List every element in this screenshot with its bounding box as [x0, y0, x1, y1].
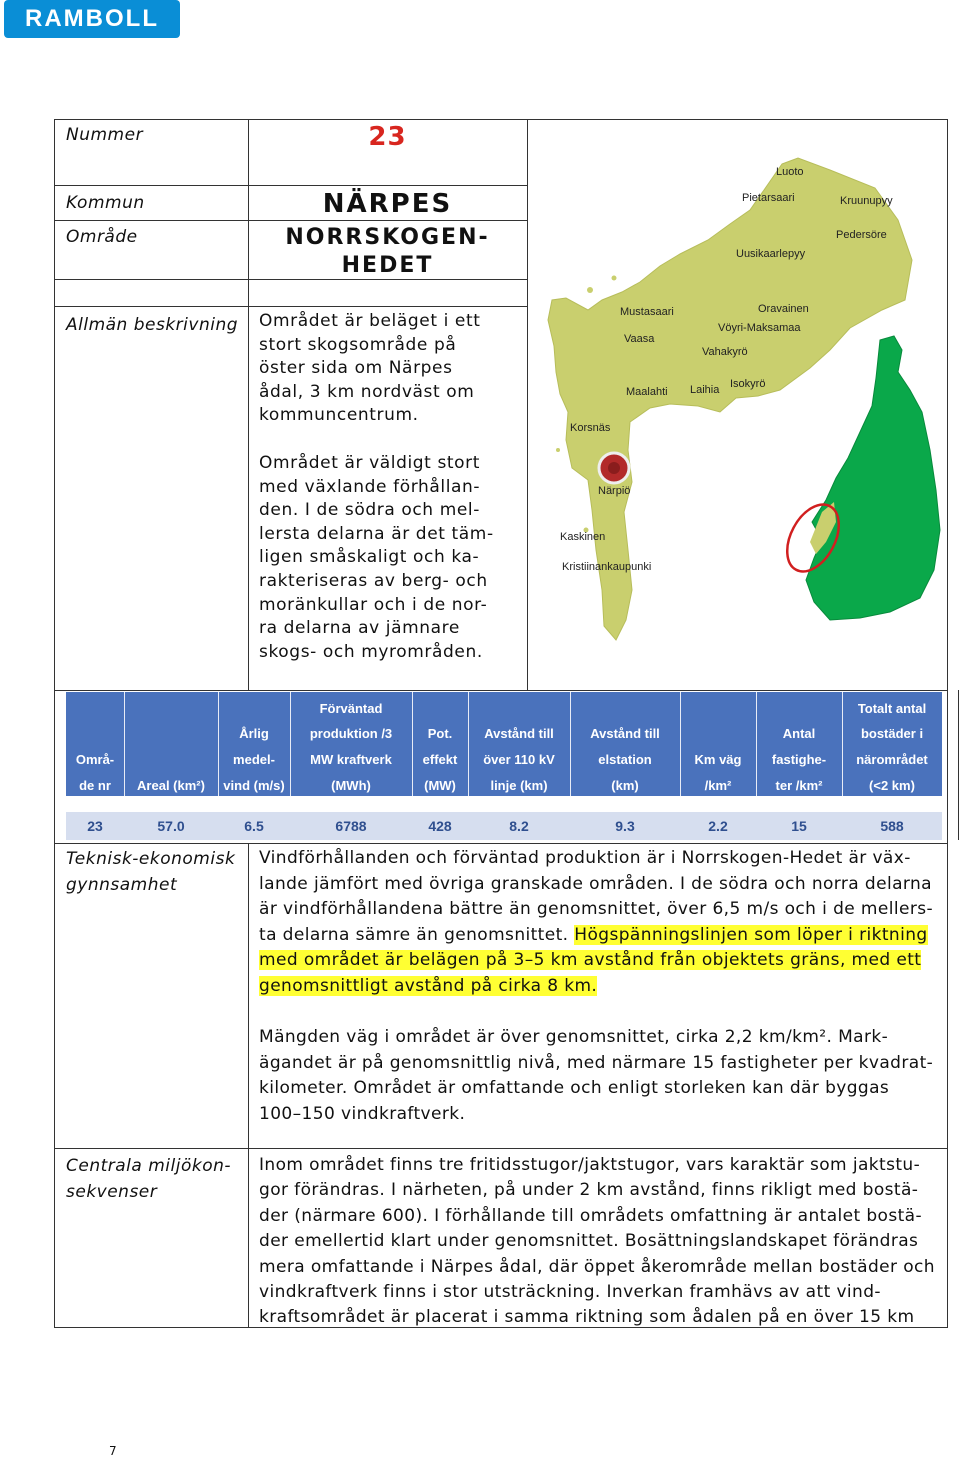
highlight: med området är belägen på 3–5 km avstånd från objektets gräns, med ett [259, 950, 922, 971]
place-label: Uusikaarlepyy [736, 248, 806, 260]
highlight: Högspänningslinjen som löper i riktning [574, 924, 928, 945]
header-area-km2: Areal (km²) [137, 778, 205, 793]
municipality-name: NÄRPES [322, 189, 453, 219]
place-label: Vaasa [624, 333, 655, 345]
place-label: Pietarsaari [742, 192, 795, 204]
label-allman-beskrivning: Allmän beskrivning [66, 315, 239, 335]
label-centrala-miljokonsekvenser: Centrala miljökon- sekvenser [66, 1156, 232, 1202]
header-wind: Årlig medel- vind (m/s) [223, 726, 285, 793]
place-label: Laihia [690, 384, 720, 396]
data-table-row [66, 812, 942, 840]
cell-area-km2: 57.0 [157, 818, 185, 834]
cell-properties: 15 [791, 818, 807, 834]
ramboll-logo: RAMBOLL [4, 0, 180, 38]
place-label: Oravainen [758, 303, 809, 315]
finland-inset [806, 336, 940, 620]
cell-area-number: 23 [87, 818, 103, 834]
header-dwellings: Totalt antal bostäder i närområdet (<2 km) [856, 701, 928, 793]
place-label: Vöyri-Maksamaa [718, 322, 801, 334]
label-teknisk-ekonomisk: Teknisk-ekonomisk gynnsamhet [66, 849, 236, 895]
place-label: Kristiinankaupunki [562, 561, 652, 573]
header-distance-110kv: Avstånd till över 110 kV linje (km) [483, 726, 555, 793]
teknisk-text: Vindförhållanden och förväntad produktion är i Norrskogen-Hedet är väx- lande jämfört med övriga granskade områden. I de södra och norra delarna är vindförhållandena bättre än genomsnittet, över 6,5 m/s och i de mellers- ta delarna sämre än genomsnittet. Högspänningslinjen som löper i riktning med området är belägen på 3–5 km avstånd från objektets gräns, med ett genomsnittligt avstånd på cirka 8 km. Mängden väg i området är över genomsnittet, cirka 2,2 km/km². Mark- ägandet är på genomsnittlig nivå, med närmare 15 fastigheter per kvadrat- kilometer. Området är omfattande och enligt storleken kan där byggas 100–150 vindkraftverk. [259, 848, 934, 1124]
location-map [530, 150, 945, 680]
place-label: Korsnäs [570, 422, 611, 434]
cell-distance-110kv: 8.2 [509, 818, 529, 834]
cell-road-km: 2.2 [708, 818, 728, 834]
cell-potential-effect: 428 [428, 818, 452, 834]
label-kommun: Kommun [66, 193, 145, 213]
place-label: Pedersöre [836, 229, 887, 241]
label-nummer: Nummer [66, 125, 144, 145]
place-label: Luoto [776, 166, 804, 178]
header-area-number: Områ- de nr [75, 752, 115, 793]
cell-distance-station: 9.3 [615, 818, 635, 834]
place-label: Isokyrö [730, 378, 766, 390]
header-potential-effect: Pot. effekt (MW) [422, 726, 458, 793]
area-number: 23 [368, 122, 407, 152]
place-label: Mustasaari [620, 306, 674, 318]
highlight: genomsnittligt avstånd på cirka 8 km. [259, 975, 598, 996]
area-name: NORRSKOGEN- HEDET [285, 225, 490, 278]
cell-production: 6788 [335, 818, 367, 834]
header-production: Förväntad produktion /3 MW kraftverk (MWh) [309, 701, 393, 793]
header-road-km: Km väg /km² [694, 752, 742, 793]
label-omrade: Område [66, 227, 138, 247]
general-description: Området är beläget i ett stort skogsområde på öster sida om Närpes ådal, 3 km nordväst om kommuncentrum. Området är väldigt stort med växlande förhållan- den. I de södra och mel- lersta delarna är det täm- ligen småskaligt och ka- rakteriseras av berg- och moränkullar och i de nor- ra delarna av jämnare skogs- och myrområden. [259, 311, 494, 662]
place-label: Kruunupyy [840, 195, 893, 207]
place-label: Kaskinen [560, 531, 606, 543]
cell-dwellings: 588 [880, 818, 904, 834]
header-properties: Antal fastighe- ter /km² [771, 726, 827, 793]
page-number: 7 [109, 1444, 117, 1458]
data-table-header [66, 692, 942, 796]
centrala-text: Inom området finns tre fritidsstugor/jaktstugor, vars karaktär som jaktstu- gor förändras. I närheten, på under 2 km avstånd, finns rikligt med bostä- der (närmare 600). I förhållande till områdets omfattning är antalet bostä- der emellertid klart under genomsnittet. Bosättningslandskapet förändras mera omfattande i Närpes ådal, där öppet åkerområde mellan bostäder och vindkraftverk finns i stor utsträckning. Inverkan framhävs av att vind- kraftsområdet är placerat i samma riktning som ådalen på en över 15 km [259, 1155, 935, 1328]
place-label: Vahakyrö [702, 346, 748, 358]
place-label: Närpiö [598, 485, 631, 497]
place-label: Maalahti [626, 386, 668, 398]
header-distance-station: Avstånd till elstation (km) [590, 726, 660, 793]
cell-wind: 6.5 [244, 818, 264, 834]
